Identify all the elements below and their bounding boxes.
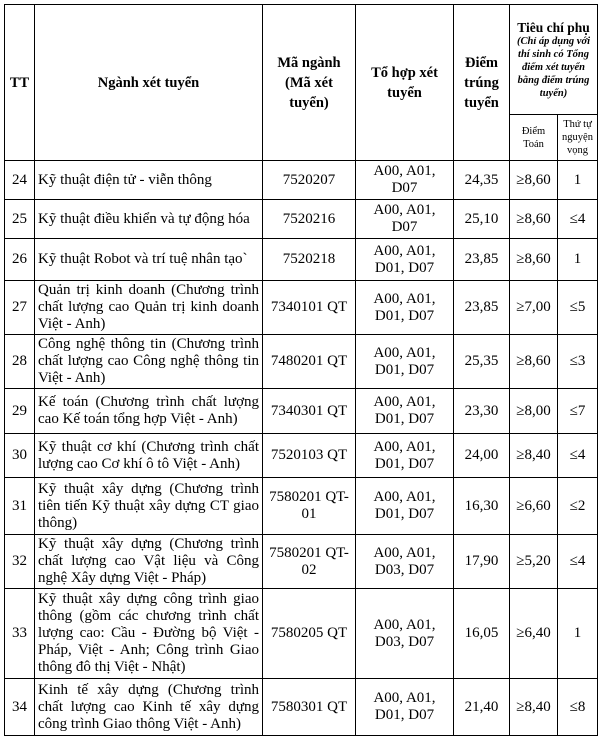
header-code: Mã ngành (Mã xét tuyển) — [263, 5, 356, 161]
row-priority: ≤7 — [558, 389, 598, 434]
row-code: 7580201 QT-02 — [263, 535, 356, 589]
row-tt: 29 — [5, 389, 35, 434]
row-score: 21,40 — [454, 679, 510, 736]
row-code: 7520216 — [263, 200, 356, 239]
table-row — [5, 679, 598, 736]
row-tt: 27 — [5, 281, 35, 335]
row-priority: ≤4 — [558, 200, 598, 239]
row-combo: A00, A01, D01, D07 — [356, 281, 454, 335]
row-code: 7340301 QT — [263, 389, 356, 434]
row-priority: ≤8 — [558, 679, 598, 736]
row-priority: 1 — [558, 161, 598, 200]
header-tt: TT — [5, 5, 35, 161]
row-code: 7480201 QT — [263, 335, 356, 389]
row-code: 7520207 — [263, 161, 356, 200]
row-tt: 33 — [5, 589, 35, 679]
header-math-score: Điểm Toán — [510, 115, 558, 161]
row-score: 17,90 — [454, 535, 510, 589]
row-major: Kỹ thuật xây dựng (Chương trình chất lượng cao Vật liệu và Công nghệ Xây dựng Việt - Pháp) — [35, 535, 263, 589]
row-math-score: ≥8,60 — [510, 200, 558, 239]
header-combo: Tổ hợp xét tuyển — [356, 5, 454, 161]
row-score: 23,30 — [454, 389, 510, 434]
row-score: 16,05 — [454, 589, 510, 679]
row-score: 16,30 — [454, 478, 510, 535]
row-priority: ≤3 — [558, 335, 598, 389]
row-tt: 32 — [5, 535, 35, 589]
row-tt: 25 — [5, 200, 35, 239]
row-major: Kế toán (Chương trình chất lượng cao Kế toán tổng hợp Việt - Anh) — [35, 389, 263, 434]
row-major: Công nghệ thông tin (Chương trình chất lượng cao Công nghệ thông tin Việt - Anh) — [35, 335, 263, 389]
row-tt: 31 — [5, 478, 35, 535]
row-priority: ≤5 — [558, 281, 598, 335]
row-math-score: ≥8,60 — [510, 335, 558, 389]
row-major: Kinh tế xây dựng (Chương trình chất lượng cao Kinh tế xây dựng công trình Giao thông Việt - Anh) — [35, 679, 263, 736]
criteria-title: Tiêu chí phụ — [517, 20, 590, 35]
row-major: Kỹ thuật điện tử - viễn thông — [35, 161, 263, 200]
row-math-score: ≥6,40 — [510, 589, 558, 679]
row-score: 24,35 — [454, 161, 510, 200]
row-priority: ≤2 — [558, 478, 598, 535]
row-combo: A00, A01, D07 — [356, 200, 454, 239]
table-row — [5, 389, 598, 434]
table-row — [5, 434, 598, 478]
row-score: 23,85 — [454, 239, 510, 281]
table-row — [5, 200, 598, 239]
row-combo: A00, A01, D07 — [356, 161, 454, 200]
criteria-note: (Chỉ áp dụng với thí sinh có Tổng điểm xét tuyển bằng điểm trúng tuyển) — [516, 36, 591, 99]
row-math-score: ≥5,20 — [510, 535, 558, 589]
row-code: 7340101 QT — [263, 281, 356, 335]
header-major: Ngành xét tuyển — [35, 5, 263, 161]
row-math-score: ≥8,60 — [510, 161, 558, 200]
table-row — [5, 161, 598, 200]
row-tt: 34 — [5, 679, 35, 736]
header-criteria — [510, 5, 598, 115]
row-math-score: ≥8,60 — [510, 239, 558, 281]
row-score: 24,00 — [454, 434, 510, 478]
row-combo: A00, A01, D03, D07 — [356, 535, 454, 589]
row-code: 7520103 QT — [263, 434, 356, 478]
header-priority: Thứ tự nguyện vọng — [558, 115, 598, 161]
row-major: Kỹ thuật cơ khí (Chương trình chất lượng cao Cơ khí ô tô Việt - Anh) — [35, 434, 263, 478]
table-row — [5, 239, 598, 281]
table-row — [5, 478, 598, 535]
row-code: 7580301 QT — [263, 679, 356, 736]
row-score: 25,35 — [454, 335, 510, 389]
row-math-score: ≥8,00 — [510, 389, 558, 434]
row-tt: 26 — [5, 239, 35, 281]
row-priority: ≤4 — [558, 434, 598, 478]
header-score: Điểm trúng tuyển — [454, 5, 510, 161]
admission-table — [4, 4, 598, 736]
table-row — [5, 335, 598, 389]
row-major: Kỹ thuật Robot và trí tuệ nhân tạo` — [35, 239, 263, 281]
row-priority: 1 — [558, 239, 598, 281]
row-major: Kỹ thuật điều khiển và tự động hóa — [35, 200, 263, 239]
row-score: 23,85 — [454, 281, 510, 335]
table-row — [5, 281, 598, 335]
row-tt: 24 — [5, 161, 35, 200]
row-major: Kỹ thuật xây dựng công trình giao thông (gồm các chương trình chất lượng cao: Cầu - Đường bộ Việt - Pháp, Việt - Anh; Công trình Giao thông đô thị Việt - Nhật) — [35, 589, 263, 679]
row-combo: A00, A01, D01, D07 — [356, 434, 454, 478]
row-tt: 30 — [5, 434, 35, 478]
row-code: 7580205 QT — [263, 589, 356, 679]
row-combo: A00, A01, D01, D07 — [356, 335, 454, 389]
table-row — [5, 589, 598, 679]
row-combo: A00, A01, D03, D07 — [356, 589, 454, 679]
row-priority: 1 — [558, 589, 598, 679]
row-math-score: ≥8,40 — [510, 679, 558, 736]
row-major: Kỹ thuật xây dựng (Chương trình tiên tiến Kỹ thuật xây dựng CT giao thông) — [35, 478, 263, 535]
row-combo: A00, A01, D01, D07 — [356, 239, 454, 281]
row-math-score: ≥7,00 — [510, 281, 558, 335]
row-math-score: ≥6,60 — [510, 478, 558, 535]
row-tt: 28 — [5, 335, 35, 389]
row-priority: ≤4 — [558, 535, 598, 589]
row-code: 7580201 QT-01 — [263, 478, 356, 535]
row-combo: A00, A01, D01, D07 — [356, 389, 454, 434]
header-row — [5, 5, 598, 115]
row-major: Quản trị kinh doanh (Chương trình chất lượng cao Quản trị kinh doanh Việt - Anh) — [35, 281, 263, 335]
row-math-score: ≥8,40 — [510, 434, 558, 478]
row-score: 25,10 — [454, 200, 510, 239]
table-row — [5, 535, 598, 589]
row-combo: A00, A01, D01, D07 — [356, 679, 454, 736]
row-code: 7520218 — [263, 239, 356, 281]
row-combo: A00, A01, D01, D07 — [356, 478, 454, 535]
